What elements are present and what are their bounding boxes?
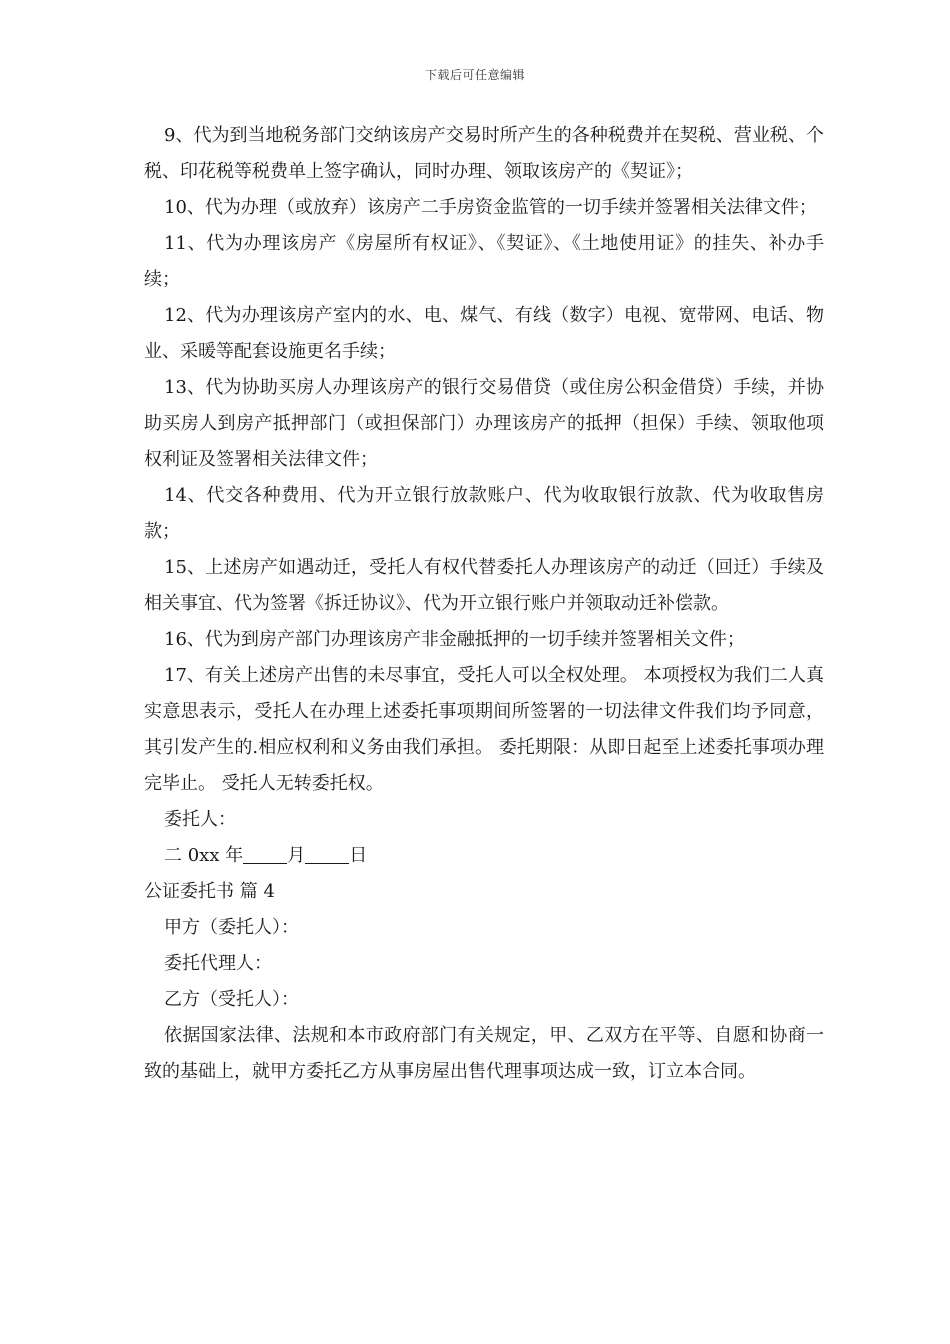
clause-11: 11、代为办理该房产《房屋所有权证》、《契证》、《土地使用证》的挂失、补办手续；: [144, 233, 824, 290]
clause-10: 10、代为办理（或放弃）该房产二手房资金监管的一切手续并签署相关法律文件；: [164, 197, 817, 218]
day-blank: [305, 845, 349, 864]
clause-12: 12、代为办理该房产室内的水、电、煤气、有线（数字）电视、宽带网、电话、物业、采暖等配套设施更名手续；: [144, 305, 824, 362]
clause-17: 17、有关上述房产出售的未尽事宜，受托人可以全权处理。 本项授权为我们二人真实意思表示，受托人在办理上述委托事项期间所签署的一切法律文件我们均予同意，其引发产生的.相应权利和义务由我们承担。 委托期限：从即日起至上述委托事项办理完毕止。 受托人无转委托权。: [144, 665, 824, 794]
section-title: 公证委托书 篇 4: [144, 881, 275, 902]
clause-15: 15、上述房产如遇动迁，受托人有权代替委托人办理该房产的动迁（回迁）手续及相关事宜、代为签署《拆迁协议》、代为开立银行账户并领取动迁补偿款。: [144, 557, 824, 614]
party-b-label: 乙方（受托人）：: [164, 989, 299, 1010]
clause-9: 9、代为到当地税务部门交纳该房产交易时所产生的各种税费并在契税、营业税、个税、印花税等税费单上签字确认，同时办理、领取该房产的《契证》；: [144, 125, 824, 182]
clause-13: 13、代为协助买房人办理该房产的银行交易借贷（或住房公积金借贷）手续，并协助买房人到房产抵押部门（或担保部门）办理该房产的抵押（担保）手续、领取他项权利证及签署相关法律文件；: [144, 377, 824, 470]
principal-signature-label: 委托人：: [164, 809, 236, 830]
month-blank: [243, 845, 287, 864]
document-body: [144, 118, 824, 1090]
date-year: 二 0xx 年: [164, 845, 244, 866]
contract-preamble: 依据国家法律、法规和本市政府部门有关规定，甲、乙双方在平等、自愿和协商一致的基础上，就甲方委托乙方从事房屋出售代理事项达成一致，订立本合同。: [144, 1025, 824, 1082]
clause-14: 14、代交各种费用、代为开立银行放款账户、代为收取银行放款、代为收取售房款；: [144, 485, 824, 542]
date-day: 日: [349, 845, 368, 866]
date-line: [144, 838, 824, 874]
page-header: 下载后可任意编辑: [424, 68, 525, 82]
party-a-label: 甲方（委托人）：: [164, 917, 299, 938]
clause-16: 16、代为到房产部门办理该房产非金融抵押的一切手续并签署相关文件；: [164, 629, 745, 650]
date-month: 月: [287, 845, 306, 866]
agent-label: 委托代理人：: [164, 953, 272, 974]
